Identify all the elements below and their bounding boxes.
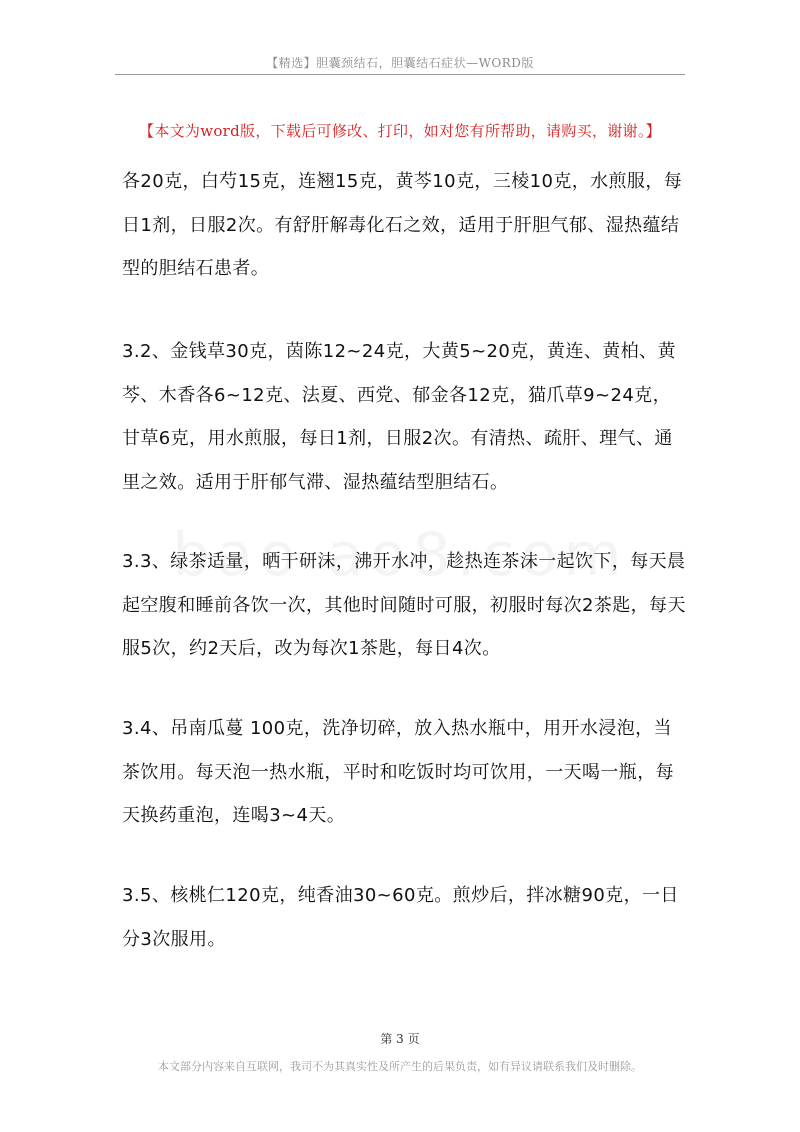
paragraph-3-2: 3.2、金钱草30克，茵陈12~24克，大黄5~20克，黄连、黄柏、黄芩、木香各6~12克、法夏、西党、郁金各12克，猫爪草9~24克，甘草6克，用水煎服，每日1剂，日服2次。有清热、疏肝、理气、通里之效。适用于肝郁气滞、湿热蕴结型胆结石。 xyxy=(122,341,676,493)
page-footer: 本文部分内容来自互联网，我司不为其真实性及所产生的后果负责，如有异议请联系我们及时删除。 xyxy=(158,1060,642,1073)
paragraph-3-5: 3.5、核桃仁120克，纯香油30~60克。煎炒后，拌冰糖90克，一日分3次服用。 xyxy=(122,885,679,950)
header-divider xyxy=(115,74,685,75)
paragraph-3-3: 3.3、绿茶适量，晒干研沫，沸开水冲，趁热连茶沫一起饮下，每天晨起空腹和睡前各饮一次，其他时间随时可服，初服时每次2茶匙，每天服5次，约2天后，改为每次1茶匙，每日4次。 xyxy=(122,551,686,659)
paragraph-3-4: 3.4、吊南瓜蔓 100克，洗净切碎，放入热水瓶中，用开水浸泡，当茶饮用。每天泡一热水瓶，平时和吃饭时均可饮用，一天喝一瓶，每天换药重泡，连喝3~4天。 xyxy=(122,718,674,826)
paragraph-herbal-prescription: 各20克，白芍15克，连翘15克，黄芩10克，三棱10克，水煎服，每日1剂，日服2次。有舒肝解毒化石之效，适用于肝胆气郁、湿热蕴结型的胆结石患者。 xyxy=(122,171,683,279)
page-header: 【精选】胆囊颈结石，胆囊结石症状—WORD版 xyxy=(266,56,534,70)
download-notice: 【本文为word版，下载后可修改、打印，如对您有所帮助，请购买，谢谢。】 xyxy=(139,122,661,140)
page-number: 第 3 页 xyxy=(380,1032,420,1046)
